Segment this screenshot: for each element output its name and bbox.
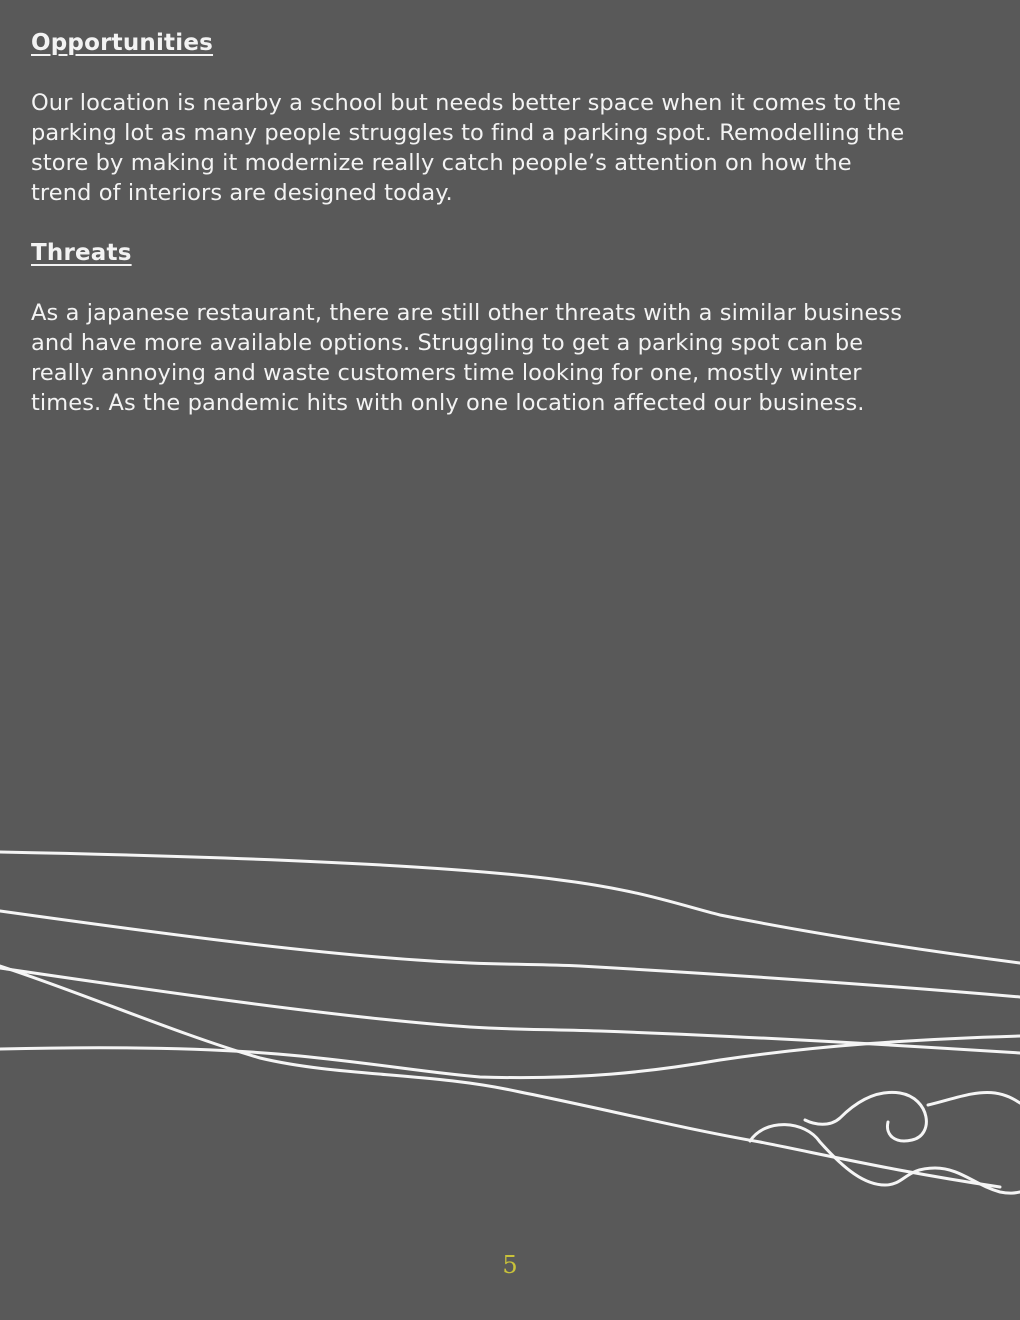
wave-line-1 [0,852,1020,963]
cloud-curl [805,1092,926,1141]
wave-cloud-line-art-icon [0,820,1020,1220]
threats-heading: Threats [31,240,132,266]
wave-line-2 [0,911,1020,997]
page-number: 5 [502,1251,518,1279]
page-content [31,28,911,448]
opportunities-paragraph: Our location is nearby a school but needs better space when it comes to the parking lot as many people struggles to find a parking spot. Remodelling the store by making it modernize really catch people’s attention on how the trend of interiors are designed today. [31,90,905,206]
cloud-tail [928,1092,1020,1105]
opportunities-heading: Opportunities [31,30,214,56]
threats-paragraph: As a japanese restaurant, there are still other threats with a similar business and have more available options. Struggling to get a parking spot can be really annoying and waste customers time looking for one, mostly winter times. As the pandemic hits with only one location affected our business. [31,300,903,416]
wave-line-3 [0,968,1020,1053]
cloud-swirl [750,1125,1020,1194]
